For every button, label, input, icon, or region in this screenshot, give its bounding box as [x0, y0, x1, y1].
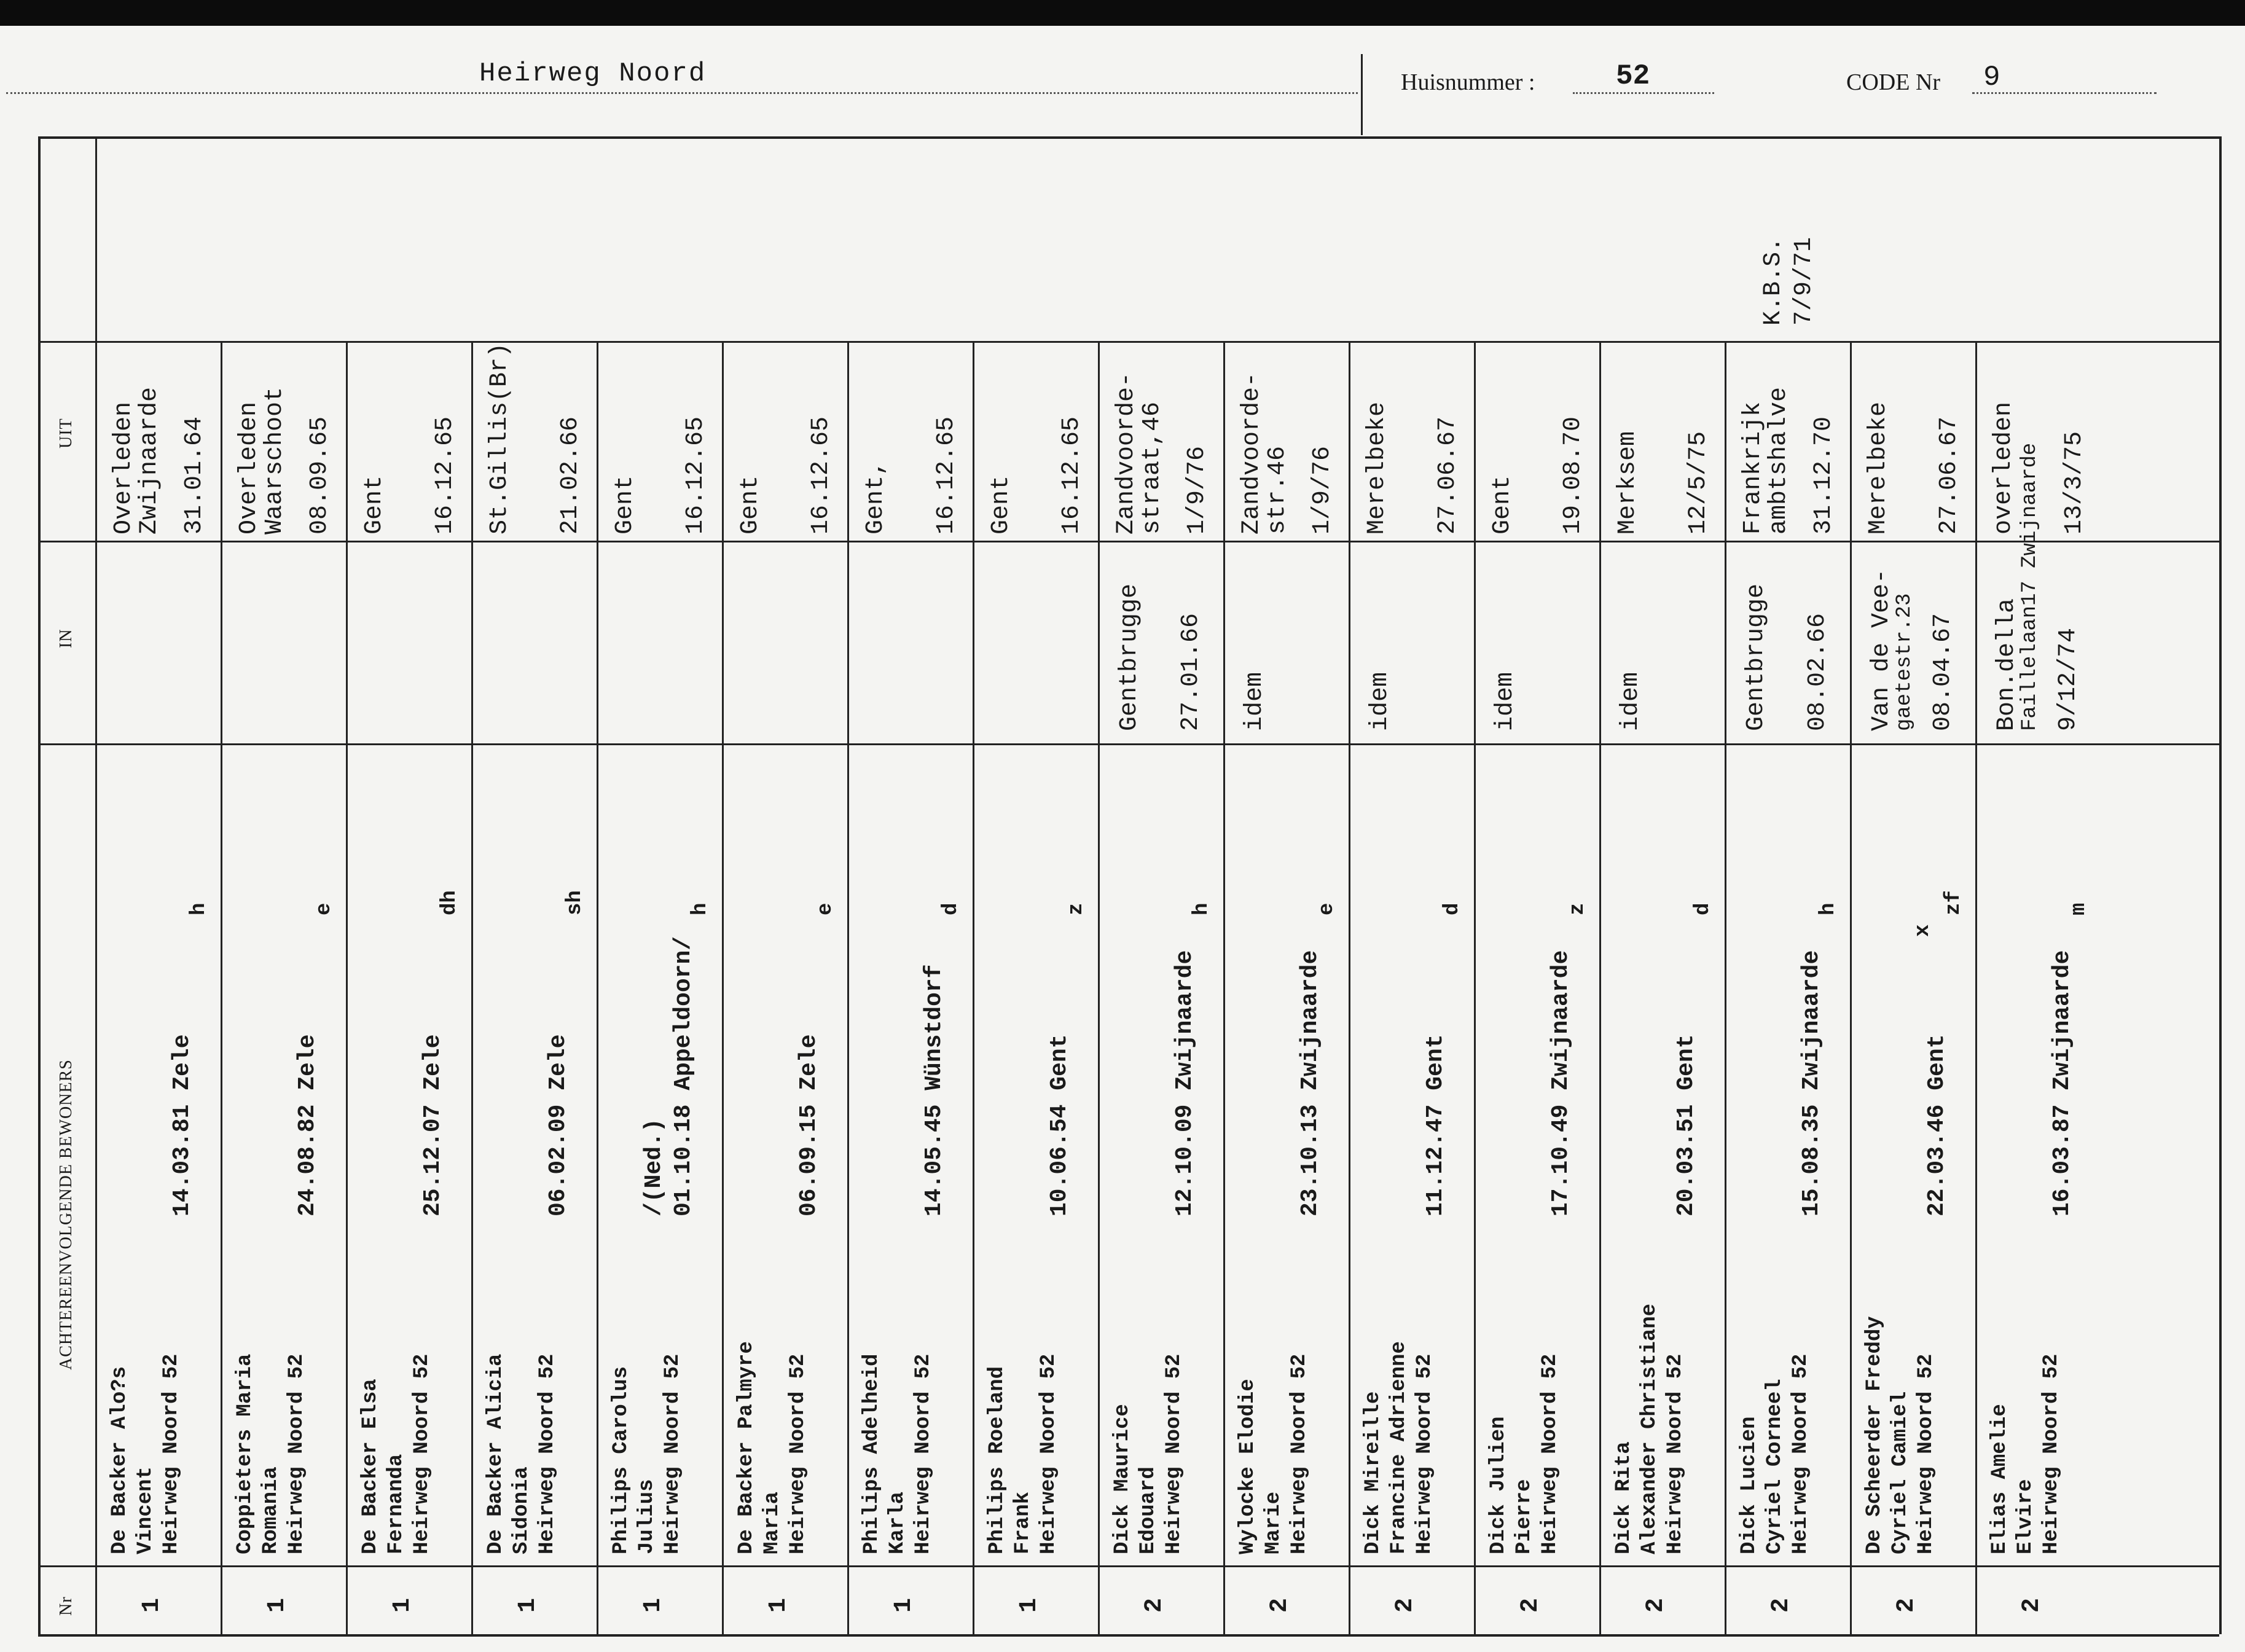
resident-birth-date-place: 20.03.51 Gent [1673, 1034, 1699, 1216]
table-border-bottom [38, 1634, 2219, 1637]
resident-birth-date-place: 11.12.47 Gent [1422, 1034, 1449, 1216]
row-number: 1 [514, 1597, 542, 1613]
section-divider-1 [38, 541, 2219, 542]
in-place: Gentbrugge [1742, 583, 1770, 731]
resident-name-line1: De Scheerder Freddy [1863, 1316, 1886, 1554]
resident-birth-date-place: 06.02.09 Zele [545, 1034, 571, 1216]
uit-date: 13/3/75 [2061, 431, 2088, 534]
column-divider [95, 136, 97, 1634]
resident-name-line1: Elias Amelie [1988, 1404, 2012, 1554]
top-note-line2: 7/9/71 [1790, 237, 1818, 326]
section-divider-3 [38, 1565, 2219, 1567]
resident-status-code: m [2067, 902, 2091, 915]
row-number: 1 [765, 1597, 793, 1613]
uit-date: 16.12.65 [682, 416, 710, 534]
row-number: 2 [1893, 1597, 1921, 1613]
row-number: 1 [138, 1597, 166, 1613]
uit-place-line1: Gent [611, 475, 639, 534]
resident-status-code: d [939, 902, 963, 915]
row-number: 2 [1768, 1597, 1795, 1613]
uit-date: 31.01.64 [181, 416, 208, 534]
row-divider [1223, 341, 1225, 1634]
uit-place-line1: Merelbeke [1865, 401, 1892, 534]
uit-place-line1: Zandvoorde- [1113, 372, 1140, 534]
uit-date: 31.12.70 [1810, 416, 1838, 534]
uit-place-line1: Merksem [1614, 431, 1642, 534]
resident-name-line1: De Backer Palmyre [735, 1341, 758, 1554]
uit-date: 1/9/76 [1183, 445, 1211, 534]
uit-date: 16.12.65 [807, 416, 835, 534]
huisnummer-label: Huisnummer : [1401, 69, 1535, 95]
resident-name-line2: Elvire [2014, 1479, 2037, 1554]
resident-address: Heirweg Noord 52 [661, 1353, 684, 1554]
resident-name-line1: Philips Adelheid [860, 1353, 884, 1554]
resident-address: Heirweg Noord 52 [1162, 1353, 1186, 1554]
uit-date: 19.08.70 [1559, 416, 1587, 534]
top-border-band [0, 0, 2245, 26]
resident-status-code: d [1441, 902, 1464, 915]
uit-place-line1: Gent [987, 475, 1015, 534]
uit-date: 16.12.65 [431, 416, 459, 534]
uit-date: 21.02.66 [557, 416, 584, 534]
table-border-top [38, 136, 2219, 139]
resident-name-line2: Cyriel Camiel [1889, 1391, 1912, 1554]
resident-name-line2: Fernanda [385, 1454, 408, 1554]
resident-name-line1: Coppieters Maria [233, 1353, 257, 1554]
resident-name-line2: Alexander Christiane [1638, 1303, 1661, 1554]
resident-status-code-extra: x [1911, 924, 1935, 937]
column-header-uit: UIT [57, 418, 76, 448]
row-number: 2 [1517, 1597, 1545, 1613]
uit-date: 27.06.67 [1935, 416, 1963, 534]
resident-birth-date-place: 10.06.54 Gent [1046, 1034, 1073, 1216]
row-divider [221, 341, 222, 1634]
uit-place-line1: Gent [737, 475, 764, 534]
section-divider-2 [38, 743, 2219, 745]
resident-address: Heirweg Noord 52 [1664, 1353, 1687, 1554]
resident-status-code: h [187, 902, 211, 915]
row-number: 2 [2018, 1597, 2046, 1613]
uit-place-line1: overleden [1990, 401, 2018, 534]
resident-name-line1: Dick Rita [1612, 1441, 1636, 1554]
row-divider [597, 341, 598, 1634]
resident-birth-date-place: 16.03.87 Zwijnaarde [2049, 950, 2075, 1216]
resident-birth-date-place: 06.09.15 Zele [796, 1034, 822, 1216]
resident-name-line1: Philips Carolus [609, 1366, 633, 1554]
resident-name-line2: Vincent [134, 1466, 157, 1554]
uit-place-line1: Gent, [862, 460, 890, 534]
column-header-nr: Nr [57, 1596, 76, 1616]
in-place: idem [1617, 671, 1645, 731]
resident-address: Heirweg Noord 52 [1037, 1353, 1060, 1554]
resident-name-line1: De Backer Alo?s [108, 1366, 131, 1554]
section-divider-0 [38, 341, 2219, 343]
resident-name-line2: Edouard [1137, 1466, 1160, 1554]
code-value: 9 [1983, 61, 2000, 93]
resident-name-line2: Romania [259, 1466, 283, 1554]
row-divider [847, 341, 849, 1634]
resident-address: Heirweg Noord 52 [1538, 1353, 1562, 1554]
resident-birth-date-place: 23.10.13 Zwijnaarde [1297, 950, 1323, 1216]
row-number: 2 [1266, 1597, 1294, 1613]
uit-date: 1/9/76 [1309, 445, 1336, 534]
resident-address: Heirweg Noord 52 [786, 1353, 810, 1554]
resident-name-line1: Philips Roeland [985, 1366, 1009, 1554]
resident-birth-date-place: 24.08.82 Zele [294, 1034, 321, 1216]
row-number: 1 [389, 1597, 417, 1613]
resident-name-line1: Dick Mireille [1361, 1391, 1385, 1554]
resident-birth-date-place: 15.08.35 Zwijnaarde [1798, 950, 1825, 1216]
column-header-in: IN [57, 628, 76, 648]
row-number: 1 [264, 1597, 291, 1613]
resident-address: Heirweg Noord 52 [536, 1353, 559, 1554]
row-divider [1474, 341, 1476, 1634]
in-place: idem [1366, 671, 1394, 731]
in-place-line2: Faillelaan17 Zwijnaarde [2018, 442, 2042, 731]
resident-name-line2: Julius [635, 1479, 659, 1554]
resident-status-code: h [1190, 902, 1213, 915]
uit-place-line2: straat,46 [1138, 401, 1166, 534]
uit-date: 16.12.65 [1058, 416, 1086, 534]
resident-birth-date-place: 01.10.18 Appeldoorn/ [670, 936, 697, 1216]
resident-name-line2: Frank [1011, 1491, 1035, 1554]
resident-status-code: h [689, 902, 712, 915]
resident-address: Heirweg Noord 52 [285, 1353, 308, 1554]
resident-birth-date-place: 14.03.81 Zele [169, 1034, 195, 1216]
resident-address: Heirweg Noord 52 [2040, 1353, 2063, 1554]
uit-place-line1: Overleden [235, 401, 263, 534]
resident-status-code: z [1065, 902, 1088, 915]
resident-address: Heirweg Noord 52 [912, 1353, 935, 1554]
uit-place-line1: Gent [361, 475, 388, 534]
resident-address: Heirweg Noord 52 [410, 1353, 434, 1554]
resident-status-code: dh [438, 890, 461, 915]
resident-status-code: sh [563, 890, 587, 915]
resident-name-line1: Dick Maurice [1111, 1404, 1134, 1554]
uit-date: 16.12.65 [933, 416, 960, 534]
resident-status-code: e [313, 902, 336, 915]
uit-date: 08.09.65 [306, 416, 334, 534]
row-divider [1850, 341, 1852, 1634]
resident-birth-date-place: 14.05.45 Wünstdorf [921, 964, 947, 1216]
resident-name-line2: Cyriel Corneel [1763, 1379, 1787, 1554]
row-divider [1098, 341, 1100, 1634]
resident-name-line1: De Backer Elsa [359, 1379, 382, 1554]
resident-status-code: e [814, 902, 837, 915]
uit-place-line2: str.46 [1264, 445, 1291, 534]
huisnummer-value: 52 [1616, 60, 1650, 92]
uit-place-line1: Gent [1489, 475, 1516, 534]
resident-address: Heirweg Noord 52 [1914, 1353, 1938, 1554]
row-number: 2 [1392, 1597, 1419, 1613]
resident-name-line2: Francine Adrienne [1387, 1341, 1411, 1554]
resident-status-code: h [1817, 902, 1840, 915]
top-note-line1: K.B.S. [1760, 237, 1787, 326]
resident-address: Heirweg Noord 52 [1288, 1353, 1311, 1554]
row-number: 1 [890, 1597, 918, 1613]
huisnummer-dotted-line [1573, 92, 1714, 94]
uit-date: 12/5/75 [1685, 431, 1712, 534]
uit-date: 27.06.67 [1434, 416, 1462, 534]
street-name: Heirweg Noord [479, 58, 707, 89]
uit-place-line1: St.Gillis(Br) [486, 342, 514, 534]
row-number: 2 [1141, 1597, 1169, 1613]
resident-address: Heirweg Noord 52 [1789, 1353, 1812, 1554]
in-place: idem [1241, 671, 1269, 731]
row-divider [1349, 341, 1350, 1634]
resident-status-code: d [1691, 902, 1715, 915]
in-place: Gentbrugge [1116, 583, 1143, 731]
uit-place-line1: Overleden [110, 401, 138, 534]
resident-birth-date-place: 17.10.49 Zwijnaarde [1548, 950, 1574, 1216]
resident-name-line2: Maria [761, 1491, 784, 1554]
row-divider [1725, 341, 1726, 1634]
resident-birth-date-place: 12.10.09 Zwijnaarde [1172, 950, 1198, 1216]
row-divider [722, 341, 724, 1634]
resident-name-line1: Wylocke Elodie [1236, 1379, 1260, 1554]
resident-address: Heirweg Noord 52 [1413, 1353, 1436, 1554]
resident-name-line2: Pierre [1513, 1479, 1536, 1554]
resident-name-line1: Dick Julien [1487, 1416, 1510, 1554]
resident-address: Heirweg Noord 52 [160, 1353, 183, 1554]
code-label: CODE Nr [1846, 69, 1941, 95]
row-number: 2 [1642, 1597, 1670, 1613]
row-divider [1975, 341, 1977, 1634]
resident-birth-date-place: 25.12.07 Zele [420, 1034, 446, 1216]
header-divider [1361, 54, 1363, 135]
resident-birth-date-place: 22.03.46 Gent [1924, 1034, 1950, 1216]
uit-place-line2: Zwijnaarde [136, 386, 163, 534]
row-divider [1599, 341, 1601, 1634]
resident-name-line2: Karla [886, 1491, 909, 1554]
in-date: 08.04.67 [1929, 613, 1957, 731]
column-header-bewoners: ACHTEREENVOLGENDE BEWONERS [57, 1059, 76, 1370]
row-divider [471, 341, 473, 1634]
row-divider [973, 341, 974, 1634]
uit-place-line1: Merelbeke [1363, 401, 1391, 534]
table-border-right [2219, 136, 2222, 1634]
row-divider [346, 341, 348, 1634]
resident-birth-place-extra: /(Ned.) [641, 1118, 667, 1216]
uit-place-line2: ambtshalve [1765, 386, 1793, 534]
uit-place-line1: Frankrijk [1739, 401, 1767, 534]
resident-name-line2: Sidonia [510, 1466, 533, 1554]
row-number: 1 [640, 1597, 667, 1613]
in-place: Van de Vee- [1868, 568, 1895, 731]
in-place: idem [1492, 671, 1519, 731]
street-dotted-line [6, 92, 1358, 94]
uit-place-line2: Waarschoot [261, 386, 289, 534]
in-date: 27.01.66 [1177, 613, 1205, 731]
resident-name-line1: Dick Lucien [1738, 1416, 1761, 1554]
resident-status-code: z [1566, 902, 1589, 915]
resident-status-code: zf [1942, 890, 1965, 915]
in-place: Bon.della [1993, 598, 2021, 731]
resident-name-line2: Marie [1262, 1491, 1285, 1554]
uit-place-line1: Zandvoorde- [1238, 372, 1266, 534]
table-border-left [38, 136, 41, 1634]
resident-status-code: e [1315, 902, 1339, 915]
in-place-line2: gaetestr.23 [1893, 593, 1916, 731]
resident-name-line1: De Backer Alicia [484, 1353, 507, 1554]
code-dotted-line [1972, 92, 2157, 94]
row-number: 1 [1016, 1597, 1043, 1613]
in-date: 9/12/74 [2055, 627, 2082, 731]
in-date: 08.02.66 [1804, 613, 1832, 731]
